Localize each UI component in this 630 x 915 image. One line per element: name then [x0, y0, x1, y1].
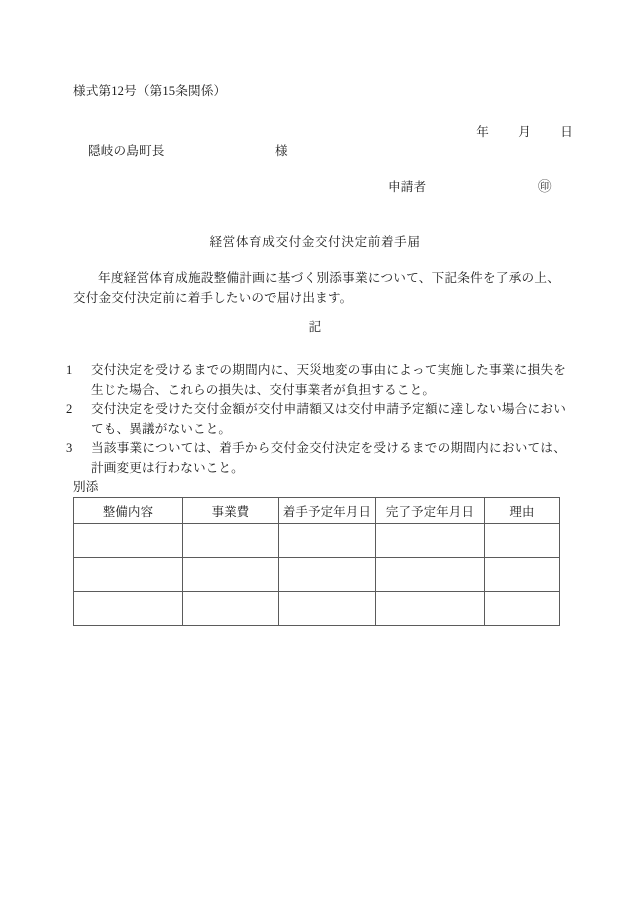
table-cell[interactable] — [279, 592, 376, 626]
addressee-name: 隠岐の島町長 — [88, 144, 165, 158]
condition-number: 2 — [66, 402, 73, 416]
table-cell[interactable] — [279, 558, 376, 592]
table-cell[interactable] — [74, 524, 183, 558]
date-year-label: 年 — [476, 125, 489, 139]
table-header-cell: 着手予定年月日 — [279, 498, 376, 524]
condition-number: 1 — [66, 363, 73, 377]
condition-text: 交付決定を受けた交付金額が交付申請額又は交付申請予定額に達しない場合においても、異議がないこと。 — [91, 402, 566, 436]
table-cell[interactable] — [376, 524, 485, 558]
table-row — [74, 592, 560, 626]
document-title: 経営体育成交付金交付決定前着手届 — [209, 235, 421, 249]
table-header-row — [74, 498, 560, 524]
table-cell[interactable] — [485, 592, 560, 626]
table-cell[interactable] — [485, 558, 560, 592]
addressee-honorific: 様 — [275, 144, 288, 158]
table-header-cell: 完了予定年月日 — [376, 498, 485, 524]
condition-text: 交付決定を受けるまでの期間内に、天災地変の事由によって実施した事業に損失を生じた場合、これらの損失は、交付事業者が負担すること。 — [91, 363, 566, 397]
table-row — [74, 558, 560, 592]
table-row — [74, 524, 560, 558]
table-cell[interactable] — [183, 592, 279, 626]
date-line — [463, 104, 573, 161]
condition-item — [66, 400, 566, 439]
attachment-table — [73, 497, 560, 626]
attachment-label: 別添 — [73, 480, 99, 494]
ki-marker: 記 — [308, 320, 322, 334]
condition-item — [66, 439, 566, 478]
condition-item — [66, 361, 566, 400]
table-cell[interactable] — [183, 524, 279, 558]
date-month-label: 月 — [518, 125, 531, 139]
conditions-list — [66, 361, 566, 478]
table-cell[interactable] — [183, 558, 279, 592]
table-cell[interactable] — [376, 558, 485, 592]
table-cell[interactable] — [74, 592, 183, 626]
table-header-cell: 整備内容 — [74, 498, 183, 524]
table-header-cell: 理由 — [485, 498, 560, 524]
table-header-cell: 事業費 — [183, 498, 279, 524]
seal-icon: ㊞ — [538, 179, 552, 194]
table-cell[interactable] — [376, 592, 485, 626]
table-cell[interactable] — [74, 558, 183, 592]
condition-number: 3 — [66, 441, 73, 455]
intro-paragraph: 年度経営体育成施設整備計画に基づく別添事業について、下記条件を了承の上、交付金交付決定前に着手したいので届け出ます。 — [73, 271, 560, 305]
table-cell[interactable] — [485, 524, 560, 558]
condition-text: 当該事業については、着手から交付金交付決定を受けるまでの期間内においては、計画変更は行わないこと。 — [91, 441, 566, 475]
date-day-label: 日 — [560, 125, 573, 139]
table-cell[interactable] — [279, 524, 376, 558]
applicant-label: 申請者 — [388, 180, 427, 194]
form-number: 様式第12号（第15条関係） — [73, 84, 227, 98]
